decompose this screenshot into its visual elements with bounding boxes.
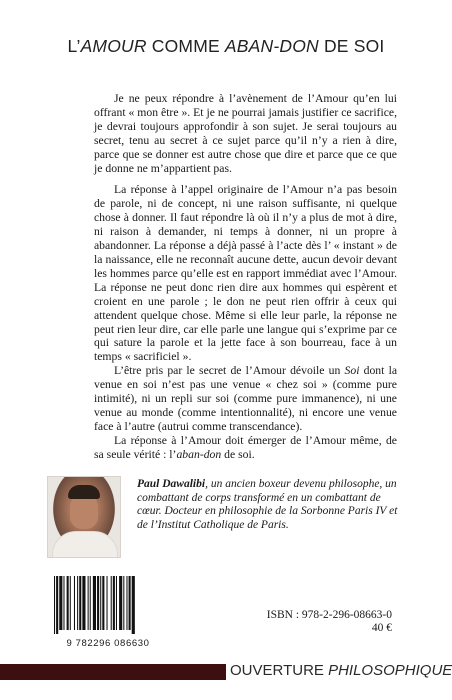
barcode-bar [77, 576, 78, 630]
barcode-bar [111, 576, 112, 630]
barcode-bar [67, 576, 69, 630]
author-bio [137, 478, 405, 532]
paragraph-4 [94, 434, 397, 462]
isbn: ISBN : 978-2-296-08663-0 [266, 609, 392, 621]
paragraph-3-text-b: dont la venue en soi n’est pas une venue « chez soi » (comme pure intimité), ni un repli sur soi (comme pure immanence), ni une venue au monde (comme intentionnalité), ni encore une venue face à l’autre (autrui comme transcendance). [94, 364, 398, 433]
paragraph-3 [94, 364, 397, 434]
title-prefix: L’ [67, 36, 81, 56]
barcode-bar [123, 576, 124, 630]
collection-color-band [0, 664, 226, 680]
barcode-bar [129, 576, 131, 630]
paragraph-3-soi: Soi [344, 364, 360, 378]
barcode-bar [132, 576, 135, 634]
barcode-bar [93, 576, 96, 630]
author-photo-shirt [52, 531, 118, 558]
barcode-bar [97, 576, 99, 630]
barcode-bar [119, 576, 122, 630]
back-cover-text [94, 92, 397, 462]
paragraph-3-text-a: L’être pris par le secret de l’Amour dévoile un [114, 364, 345, 378]
barcode-bar [90, 576, 91, 630]
barcode-bar [56, 576, 58, 634]
barcode-bar [70, 576, 71, 630]
barcode-bar [113, 576, 115, 630]
barcode-bar [59, 576, 62, 630]
paragraph-4-text-a: La réponse à l’Amour doit émerger de l’Amour même, de sa seule vérité : l’ [94, 433, 397, 461]
barcode-bar [54, 576, 55, 634]
author-photo-hair [68, 485, 100, 499]
barcode-digits: 9 782296 086630 [66, 638, 150, 649]
title-word-amour: AMOUR [80, 36, 147, 56]
barcode [48, 576, 168, 649]
paragraph-1: Je ne peux répondre à l’avènement de l’Amour qu’en lui offrant « mon être ». Et je ne pourrai jamais justifier ce sacrifice, je devrai toujours approfondir à son sujet. Je serai toujours au secret, tenu au secret à ce sujet parce qu’il n’y a rien à dire, parce que se donner est autre chose que dire et parce que ce que je donne ne m’appartient pas. [94, 92, 397, 175]
price: 40 € [371, 622, 392, 634]
author-bio-text: , un ancien boxeur devenu philosophe, un combattant de corps transformé en un combattant de cœur. Docteur en philosophie de la Sorbonne Paris IV et de l’Institut Catholique de Paris. [137, 478, 398, 531]
barcode-bar [116, 576, 117, 630]
barcode-bar [107, 576, 108, 630]
paragraph-4-abandon: aban-don [176, 447, 222, 461]
author-photo [47, 476, 121, 558]
title-word-comme: COMME [146, 36, 225, 56]
barcode-bar [63, 576, 64, 630]
author-name: Paul Dawalibi [137, 478, 206, 490]
title-word-abandon: ABAN-DON [224, 36, 319, 56]
barcode-bar [100, 576, 101, 630]
barcode-bar [79, 576, 81, 630]
paragraph-2: La réponse à l’appel originaire de l’Amour n’a pas besoin de parole, ni de concept, ni une raison suffisante, ni quelque chose à donner. Il faut répondre là où il n’y a plus de mot à dire, ni raison à demander, ni temps à donner, ni un propre à abandonner. La réponse a déjà passé à l’acte dès l’ « instant » de la naissance, elle ne reconnaît aucune dette, aucun devoir devant les hommes parce qu’elle est en rapport immédiat avec l’Amour. La réponse ne peut donc rien dire aux hommes qui espèrent et croient en une parole ; le don ne peut rien offrir à ceux qui attendent quelque chose. Même si elle leur parle, la réponse ne peut rien leur dire, car elle parle une langue qui s’exprime par ce qui sature la parole et la jette face à son bourreau, face à un temps « sacrificiel ». [94, 183, 397, 364]
barcode-bar [82, 576, 85, 630]
barcode-bar [88, 576, 89, 630]
collection-word-ouverture: OUVERTURE [230, 662, 329, 679]
barcode-bars [48, 576, 168, 634]
barcode-bar [126, 576, 127, 630]
barcode-bar [74, 576, 75, 630]
paragraph-4-text-b: de soi. [221, 447, 255, 461]
collection-word-philosophique: PHILOSOPHIQUE [328, 662, 452, 679]
title-word-de-soi: DE SOI [318, 36, 385, 56]
collection-name [230, 660, 452, 682]
barcode-bar [102, 576, 104, 630]
book-title [0, 36, 452, 57]
